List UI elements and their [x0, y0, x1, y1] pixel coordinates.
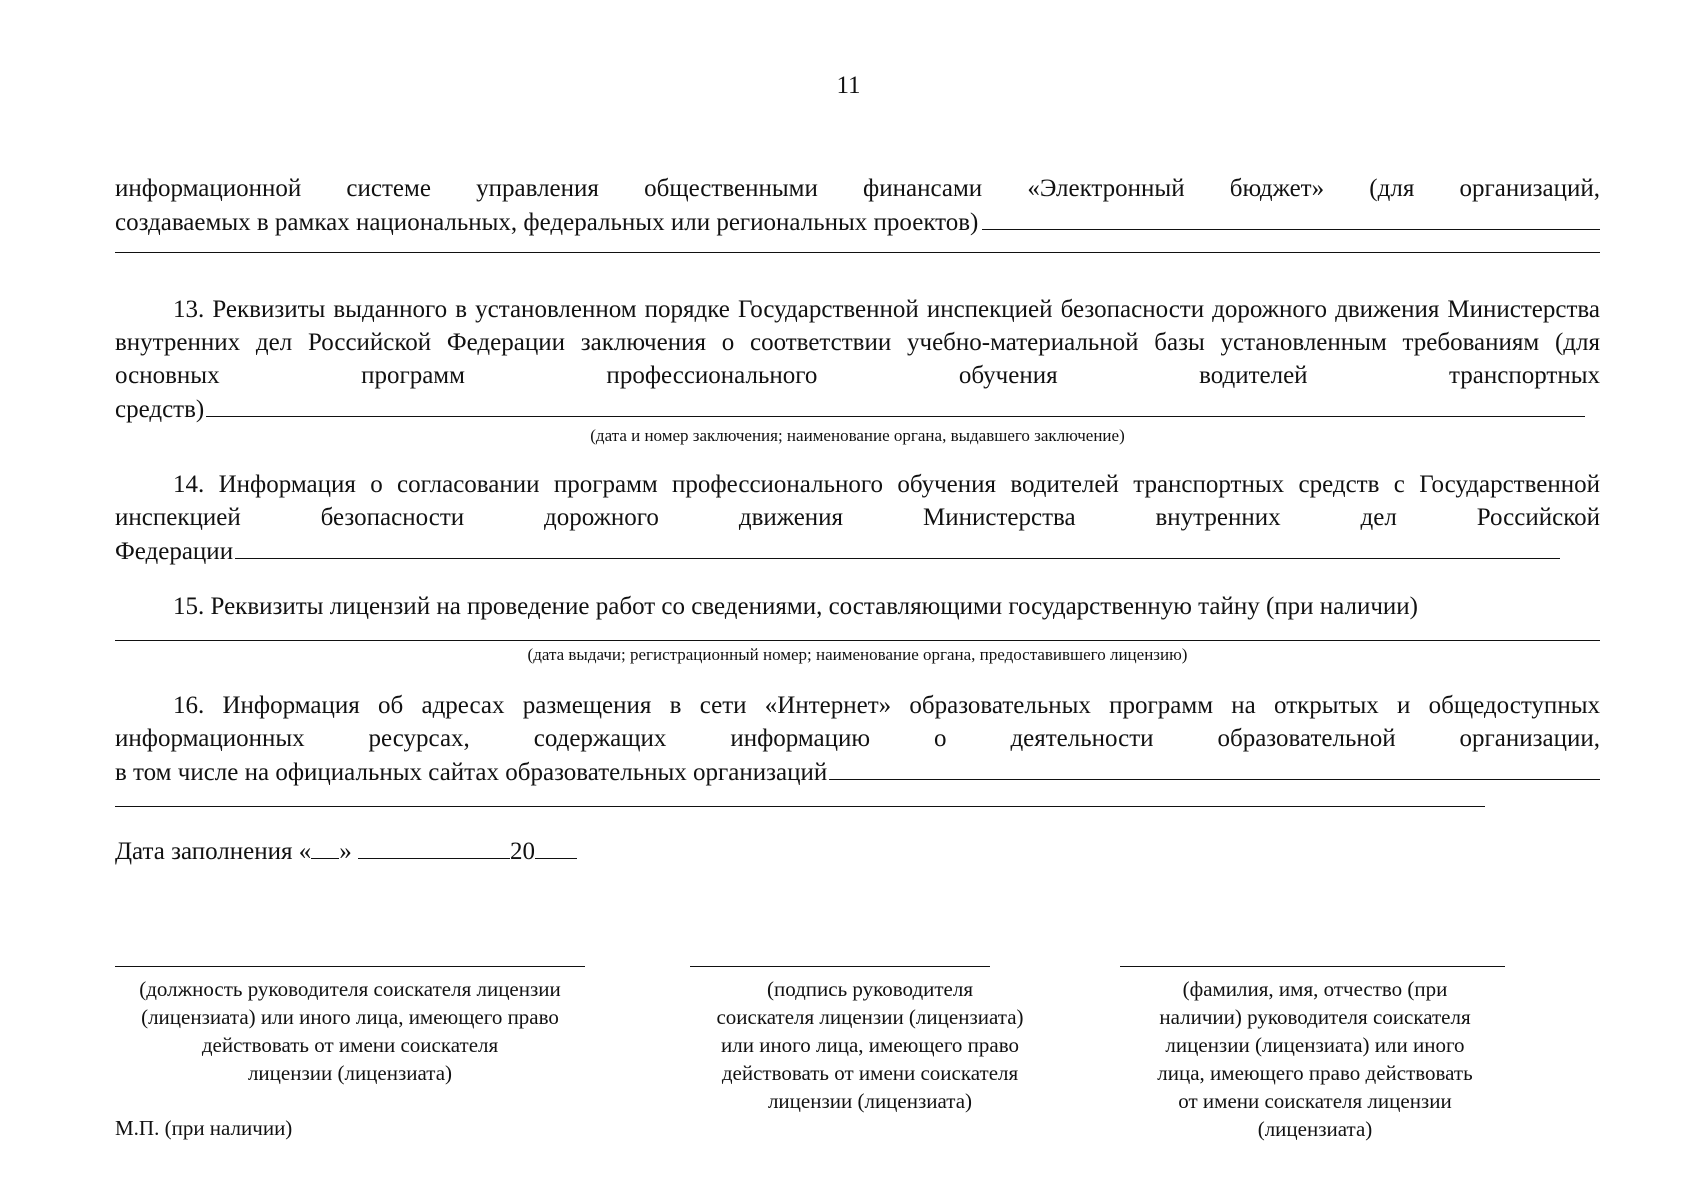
name-line[interactable]	[1120, 965, 1505, 967]
section-14	[115, 468, 1600, 568]
section-13-tail-text: средств)	[115, 396, 205, 423]
name-caption: (фамилия, имя, отчество (при наличии) руководителя соискателя лицензии (лицензиата) или иного лица, имеющего право действовать от имени соискателя лицензии (лицензиата)	[1157, 977, 1473, 1141]
position-caption: (должность руководителя соискателя лицензии (лицензиата) или иного лица, имеющего право действовать от имени соискателя лицензии (лицензиата)	[139, 977, 561, 1085]
year-prefix: 20	[509, 838, 535, 865]
section-13-caption: (дата и номер заключения; наименование органа, выдавшего заключение)	[590, 426, 1125, 445]
date-label: Дата заполнения «	[115, 838, 312, 865]
section-12-text-line1: информационной системе управления общественными финансами «Электронный бюджет» (для организаций,	[115, 175, 1600, 202]
date-fill-row	[115, 835, 1600, 868]
section-14-tail-text: Федерации	[115, 538, 234, 565]
signature-name-block	[1120, 965, 1510, 1143]
signature-caption: (подпись руководителя соискателя лицензии (лицензиата) или иного лица, имеющего право действовать от имени соискателя лицензии (лицензиата)	[716, 977, 1024, 1113]
section-15-text: 15. Реквизиты лицензий на проведение работ со сведениями, составляющими государственную тайну (при наличии)	[173, 593, 1419, 620]
section-14-fill-line[interactable]	[235, 534, 1560, 559]
section-12-continuation	[115, 172, 1600, 253]
signature-position-block	[115, 965, 585, 1087]
section-12-fill-line[interactable]	[982, 205, 1600, 230]
section-14-text: 14. Информация о согласовании программ профессионального обучения водителей транспортных средств с Государственной инспекцией безопасности дорожного движения Министерства внутренних дел Российской	[115, 471, 1600, 531]
page-number: 11	[836, 72, 861, 99]
date-quote-close: »	[339, 838, 352, 865]
section-13	[115, 293, 1600, 446]
section-15-caption: (дата выдачи; регистрационный номер; наименование органа, предоставившего лицензию)	[527, 645, 1188, 664]
section-15-fill-line[interactable]	[115, 639, 1600, 641]
section-16-text: 16. Информация об адресах размещения в сети «Интернет» образовательных программ на открытых и общедоступных информационных ресурсах, содержащих информацию о деятельности образовательной организации,	[115, 692, 1600, 752]
day-field[interactable]	[311, 838, 339, 859]
section-13-text: 13. Реквизиты выданного в установленном порядке Государственной инспекцией безопасности дорожного движения Министерства внутренних дел Российской Федерации заключения о соответствии учебно-материальной базы установленным требованиям (для основных программ профессионального обучения водителей транспортных	[115, 296, 1600, 389]
section-13-tail-row	[115, 392, 1585, 426]
year-field[interactable]	[535, 838, 577, 859]
section-12-extra-line[interactable]	[115, 251, 1600, 253]
section-16-fill-line[interactable]	[829, 755, 1600, 780]
document-body	[115, 172, 1600, 868]
section-12-text-line2: создаваемых в рамках национальных, федеральных или региональных проектов)	[115, 209, 979, 236]
section-16-extra-line[interactable]	[115, 805, 1485, 807]
section-12-tail-row	[115, 205, 1600, 239]
section-16-tail-row	[115, 755, 1600, 789]
position-line[interactable]	[115, 965, 585, 967]
signature-sign-block	[690, 965, 1050, 1115]
section-16	[115, 689, 1600, 807]
section-13-fill-line[interactable]	[206, 392, 1585, 417]
stamp-note: М.П. (при наличии)	[115, 1116, 293, 1140]
section-14-tail-row	[115, 534, 1560, 568]
section-15	[115, 590, 1600, 665]
signature-line[interactable]	[690, 965, 990, 967]
section-16-tail-text: в том числе на официальных сайтах образовательных организаций	[115, 759, 828, 786]
month-field[interactable]	[358, 838, 510, 859]
